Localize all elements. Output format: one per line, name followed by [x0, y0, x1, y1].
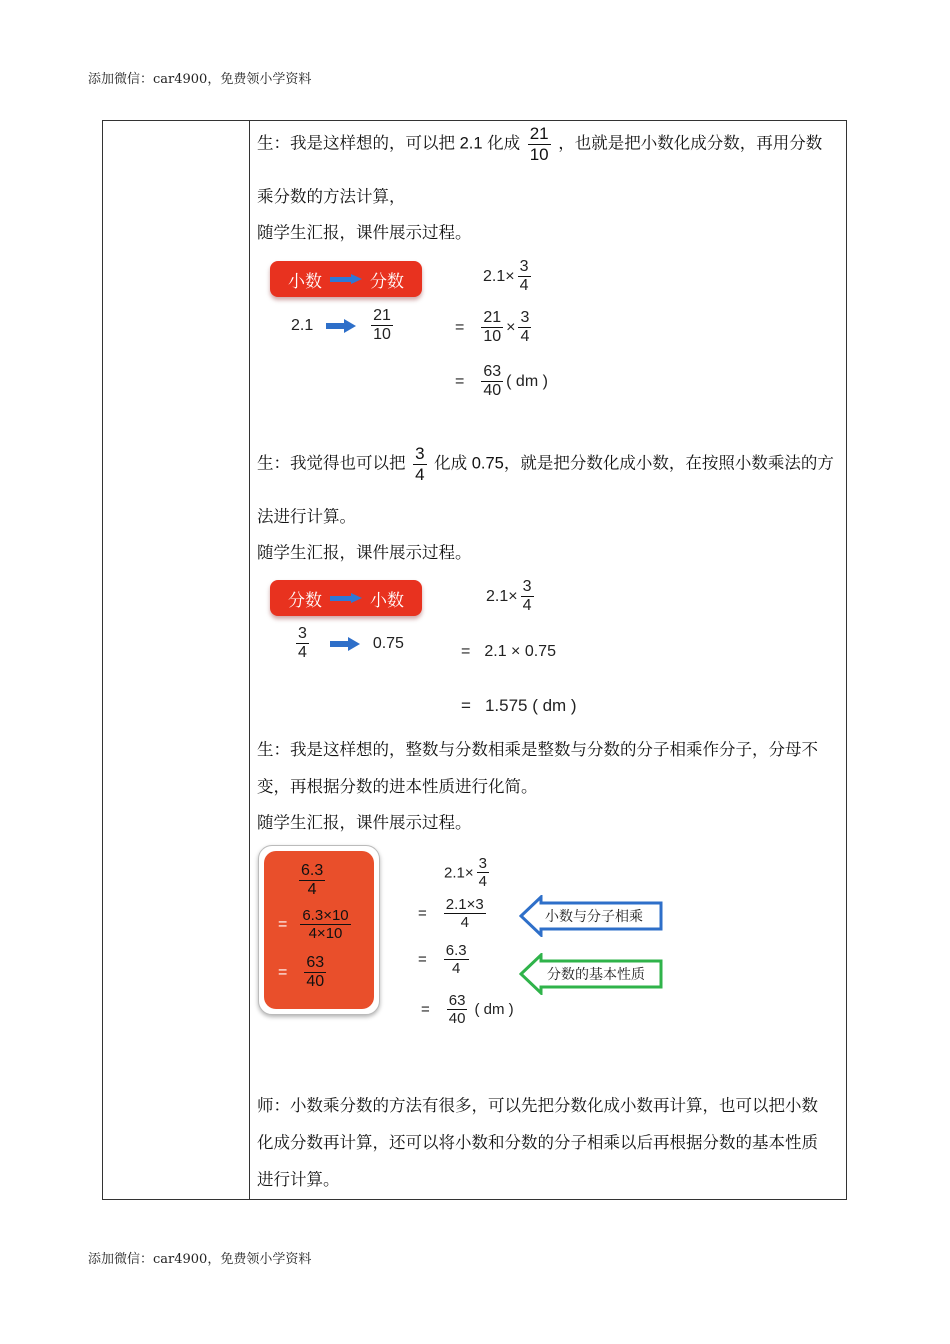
teacher-summary-line2: 化成分数再计算，还可以将小数和分数的分子相乘以后再根据分数的基本性质	[257, 1134, 818, 1152]
student-answer-2: 生：我觉得也可以把 $\frac{3}{4}$ 化成 0.75，就是把分数化成小数，在按照小数乘法的方	[257, 444, 834, 484]
para1-text-b: ，也就是把小数化成分数，再用分数	[558, 134, 823, 153]
footer-text: 添加微信：car4900，免费领小学资料	[88, 1252, 312, 1267]
fig2-conversion: $\frac{3}{4}$ 0.75	[298, 625, 404, 662]
conv1-left: 2.1	[291, 316, 314, 334]
header-text: 添加微信：car4900，免费领小学资料	[88, 72, 312, 87]
fig3-step2: = $\frac{6.3}{4}$	[418, 942, 467, 978]
student-answer-3-line2: 变，再根据分数的进本性质进行化简。	[257, 778, 538, 796]
para1-fraction: $\frac{21}{10}$	[529, 124, 549, 164]
conv1-fraction: $\frac{21}{10}$	[373, 307, 391, 344]
student-answer-1-line2: 乘分数的方法计算，	[257, 188, 406, 206]
fig3-step1: = $\frac{2.1\times 3}{4}$	[418, 896, 484, 932]
fig1-expr-fraction: $\frac{3}{4}$	[519, 258, 529, 295]
report-line-1: 随学生汇报，课件展示过程。	[257, 224, 472, 242]
fig1-conversion	[291, 307, 396, 345]
callout-decimal-times-numerator: 小数与分子相乘	[545, 908, 643, 924]
badge1-right: 分数	[370, 271, 404, 291]
fig2-expression: 2.1× $\frac{3}{4}$	[486, 578, 532, 615]
teacher-summary: 师：小数乘分数的方法有很多，可以先把分数化成小数再计算，也可以把小数	[257, 1097, 818, 1115]
fig3-step3: = $\frac{63}{40}$ ( dm )	[421, 992, 514, 1028]
para2-fraction: $\frac{3}{4}$	[415, 444, 425, 484]
teacher-summary-line3: 进行计算。	[257, 1171, 340, 1189]
right-arrow-icon	[330, 593, 362, 603]
fig2-step1: = 2.1 × 0.75	[461, 643, 556, 660]
student-answer-2-line2: 法进行计算。	[257, 508, 356, 526]
report-line-3: 随学生汇报，课件展示过程。	[257, 814, 472, 832]
badge1-left: 小数	[288, 271, 322, 291]
right-arrow-icon	[330, 638, 360, 650]
fig1-step2: = $\frac{63}{40}$ ( dm )	[455, 363, 548, 400]
report-line-2: 随学生汇报，课件展示过程。	[257, 544, 472, 562]
fraction-to-decimal-badge: 分数 小数	[270, 580, 422, 616]
student-answer-3: 生：我是这样想的，整数与分数相乘是整数与分数的分子相乘作分子，分母不	[257, 741, 818, 759]
right-arrow-icon	[330, 274, 362, 284]
callout-fraction-property: 分数的基本性质	[547, 966, 645, 982]
box-fraction-3: = $\frac{63}{40}$	[278, 954, 325, 991]
right-arrow-icon	[326, 320, 356, 332]
fig2-step2: = 1.575 ( dm )	[461, 696, 577, 715]
box-fraction-1: $\frac{6.3}{4}$	[301, 862, 324, 899]
student-answer-1	[257, 124, 822, 164]
column-divider	[249, 121, 250, 1199]
decimal-to-fraction-badge	[270, 261, 422, 297]
fig1-expression: 2.1× $\frac{3}{4}$	[483, 258, 529, 295]
box-fraction-2: = $\frac{6.3\times 10}{4\times 10}$	[278, 907, 349, 943]
para1-text-a: 生：我是这样想的，可以把 2.1 化成	[257, 134, 521, 153]
fig3-expression: 2.1× $\frac{3}{4}$	[444, 855, 487, 891]
fig1-step1: = $\frac{21}{10}$ × $\frac{3}{4}$	[455, 309, 530, 346]
